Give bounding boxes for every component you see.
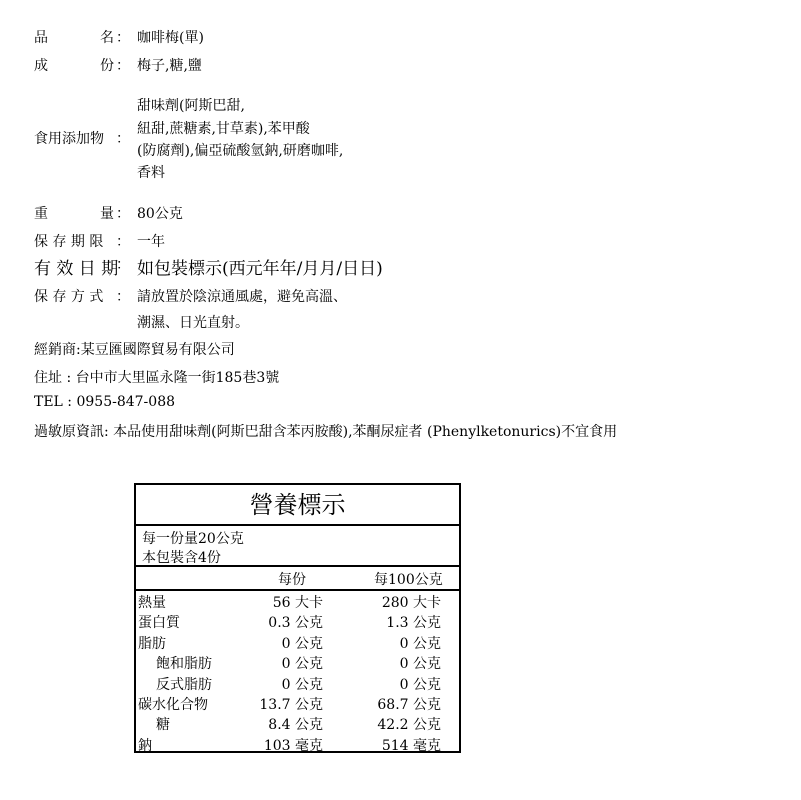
product-name-label-b: 名	[100, 30, 114, 46]
additives-line-4: 香料	[137, 165, 165, 181]
nutrient-per-100g: 0 公克	[399, 635, 441, 652]
storage-label: 保 存 方 式	[34, 289, 104, 305]
nutrient-per-serving: 0 公克	[281, 676, 323, 693]
nutrient-name: 碳水化合物	[138, 697, 208, 713]
shelf-life-label: 保 存 期 限	[34, 234, 104, 250]
ingredients-value: 梅子,糖,鹽	[137, 58, 202, 74]
nutrient-per-serving: 0 公克	[281, 635, 323, 652]
nutrient-per-serving: 0 公克	[281, 656, 323, 673]
shelf-life-value: 一年	[137, 234, 165, 250]
weight-label-b: 量	[100, 206, 114, 222]
nutrient-per-serving: 8.4 公克	[268, 717, 323, 734]
nutrition-row	[136, 592, 459, 612]
nutrition-row	[136, 735, 459, 755]
additives-label: 食用添加物	[34, 131, 104, 147]
nutrition-row	[136, 674, 459, 694]
ingredients-label-a: 成	[34, 58, 48, 74]
serving-size: 每一份量20公克	[142, 531, 244, 547]
product-name-label-a: 品	[34, 30, 48, 46]
additives-line-1: 甜味劑(阿斯巴甜,	[137, 98, 245, 114]
expiry-label: 有 效 日 期	[34, 259, 119, 279]
ingredients-label-b: 份	[100, 58, 114, 74]
ingredients-colon: ：	[116, 58, 130, 74]
nutrition-row	[136, 694, 459, 714]
expiry-value: 如包裝標示(西元年年/月月/日日)	[137, 259, 383, 279]
nutrient-per-100g: 0 公克	[399, 656, 441, 673]
address: 住址 : 台中市大里區永隆一街185巷3號	[34, 370, 280, 386]
nutrient-name: 飽和脂肪	[156, 656, 212, 673]
column-header-per-serving: 每份	[278, 572, 306, 588]
nutrient-name: 熱量	[138, 595, 166, 611]
expiry-colon: ：	[116, 257, 130, 273]
additives-colon: ：	[116, 131, 130, 147]
nutrient-name: 蛋白質	[138, 615, 180, 632]
nutrition-row	[136, 633, 459, 653]
nutrient-name: 反式脂肪	[156, 676, 212, 693]
divider	[136, 565, 459, 567]
weight-label-a: 重	[34, 206, 48, 222]
nutrition-row	[136, 612, 459, 632]
product-name-colon: ：	[116, 30, 130, 46]
nutrient-per-serving: 13.7 公克	[259, 697, 323, 713]
storage-colon: ：	[116, 289, 130, 305]
additives-line-3: (防腐劑),偏亞硫酸氫鈉,研磨咖啡,	[137, 143, 344, 159]
phone-number: TEL : 0955-847-088	[34, 394, 176, 410]
storage-line-2: 潮濕、日光直射。	[137, 315, 249, 331]
nutrition-facts-table	[134, 483, 461, 753]
weight-colon: ：	[116, 206, 130, 222]
nutrient-name: 糖	[156, 717, 170, 734]
nutrient-per-100g: 0 公克	[399, 676, 441, 693]
product-name-value: 咖啡梅(單)	[137, 30, 204, 46]
nutrient-per-100g: 1.3 公克	[386, 615, 441, 632]
column-header-per-100g: 每100公克	[374, 572, 443, 588]
nutrition-row	[136, 653, 459, 673]
nutrient-per-100g: 68.7 公克	[377, 697, 441, 713]
storage-line-1: 請放置於陰涼通風處，避免高溫、	[137, 289, 347, 305]
additives-line-2: 紐甜,蔗糖素,甘草素),苯甲酸	[137, 121, 310, 137]
nutrient-per-100g: 42.2 公克	[377, 717, 441, 734]
divider	[136, 524, 459, 526]
nutrient-name: 脂肪	[138, 635, 166, 652]
divider	[136, 589, 459, 591]
nutrient-name: 鈉	[138, 737, 152, 754]
nutrient-per-serving: 0.3 公克	[268, 615, 323, 632]
servings-per-package: 本包裝含4份	[142, 550, 221, 566]
nutrient-per-serving: 56 大卡	[272, 595, 323, 611]
allergen-info: 過敏原資訊: 本品使用甜味劑(阿斯巴甜含苯丙胺酸),苯酮尿症者 (Phenylketonurics)不宜食用	[34, 424, 618, 440]
nutrient-per-serving: 103 毫克	[263, 737, 323, 754]
nutrition-row	[136, 714, 459, 734]
weight-value: 80公克	[137, 206, 183, 222]
distributor: 經銷商:某豆匯國際貿易有限公司	[34, 342, 235, 358]
nutrient-per-100g: 280 大卡	[381, 595, 441, 611]
nutrition-title: 營養標示	[249, 491, 346, 519]
shelf-life-colon: ：	[116, 234, 130, 250]
nutrient-per-100g: 514 毫克	[381, 737, 441, 754]
